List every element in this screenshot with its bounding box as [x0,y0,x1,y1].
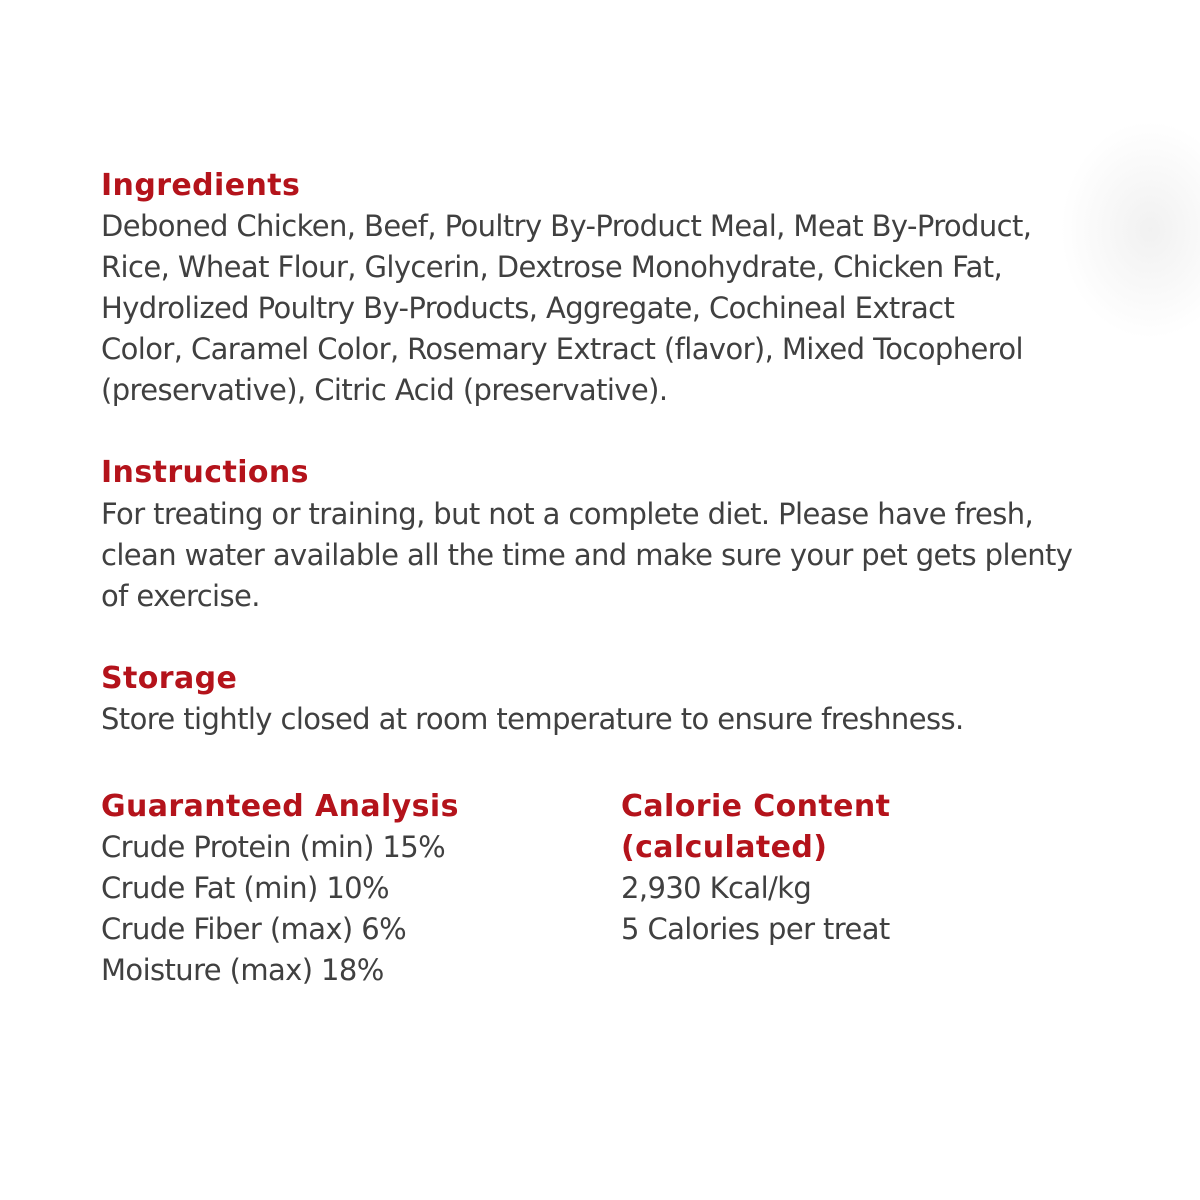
ingredients-line: Rice, Wheat Flour, Glycerin, Dextrose Monohydrate, Chicken Fat, [101,250,1003,284]
guaranteed-analysis-heading: Guaranteed Analysis [101,789,459,824]
instructions-line: For treating or training, but not a complete diet. Please have fresh, [101,497,1034,531]
storage-heading: Storage [101,661,238,696]
instructions-text [101,494,1072,617]
calorie-heading-line: Calorie Content [621,789,891,824]
calorie-heading-line: (calculated) [621,830,828,865]
ingredients-line: Color, Caramel Color, Rosemary Extract (flavor), Mixed Tocopherol [101,332,1024,366]
storage-line: Store tightly closed at room temperature to ensure freshness. [101,702,964,736]
analysis-item: Crude Protein (min) 15% [101,830,446,864]
analysis-item: Moisture (max) 18% [101,953,384,987]
ingredients-line: Deboned Chicken, Beef, Poultry By-Product Meal, Meat By-Product, [101,209,1032,243]
ingredients-heading: Ingredients [101,168,301,203]
ingredients-line: (preservative), Citric Acid (preservative). [101,373,668,407]
guaranteed-analysis-list [101,827,445,991]
calorie-item: 5 Calories per treat [621,912,890,946]
calorie-content-list [621,868,890,950]
analysis-item: Crude Fiber (max) 6% [101,912,407,946]
calorie-item: 2,930 Kcal/kg [621,871,812,905]
ingredients-text [101,206,1031,411]
storage-text [101,699,964,740]
background-glow [1060,120,1200,340]
instructions-line: of exercise. [101,579,260,613]
analysis-item: Crude Fat (min) 10% [101,871,389,905]
calorie-content-heading [621,786,890,868]
ingredients-line: Hydrolized Poultry By-Products, Aggregate, Cochineal Extract [101,291,955,325]
instructions-line: clean water available all the time and make sure your pet gets plenty [101,538,1073,572]
instructions-heading: Instructions [101,455,309,490]
